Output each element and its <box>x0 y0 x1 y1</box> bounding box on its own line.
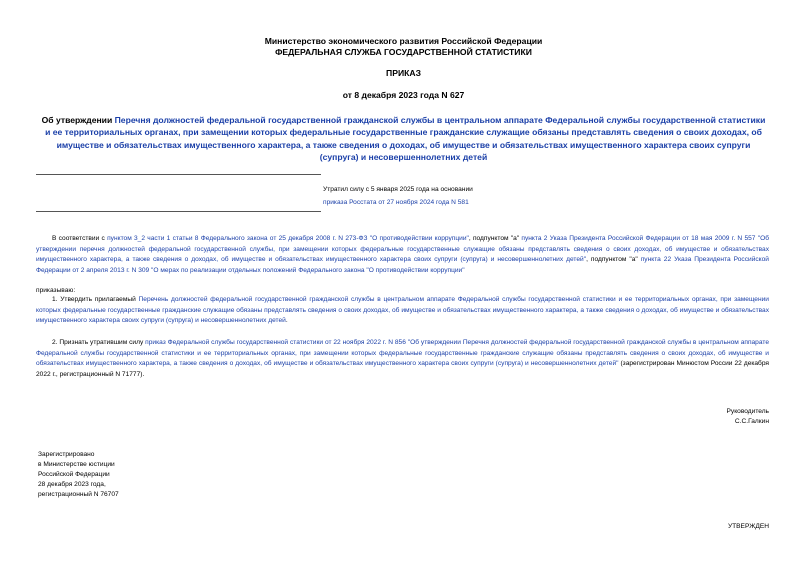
order-word: приказываю: <box>36 287 76 294</box>
item-1-text-b: . <box>285 317 288 325</box>
preamble-text-b: , подпунктом "а" <box>468 235 522 242</box>
item-2-text-b: (зарегистрирован Минюстом России 22 декабря 2022 г., регистрационный N 71777). <box>36 360 769 378</box>
signature-name: С.С.Галкин <box>734 418 769 425</box>
registration-line-1: Зарегистрировано <box>38 451 95 458</box>
item-1-text-a: 1. Утвердить прилагаемый <box>52 296 139 303</box>
order-856-link[interactable]: приказ Федеральной службы государственной статистики от 22 ноября 2022 г. N 856 "Об утверждении Перечня должностей федеральной государственной гражданской службы в центральном аппарате Федеральной службы государственной статистики и ее территориальных органах, при замещении которых федеральные государственные гражданские служащие обязаны представлять сведения о своих доходах, об имуществе и обязательствах имущественного характера, а также сведения о доходах, об имуществе и обязательствах имущественного характера своих супруги (супруга) и несовершеннолетних детей" <box>36 339 769 368</box>
item-2-text-a: 2. Признать утратившим силу <box>52 339 146 346</box>
expiry-note-text: Утратил силу с 5 января 2025 года на основании <box>323 186 473 193</box>
registration-line-3: Российской Федерации <box>38 471 110 478</box>
title-list-link[interactable]: Перечня должностей федеральной государственной гражданской службы в центральном аппарате Федеральной службы государственной статистики и ее территориальных органах, при замещении которых федеральные государственные гражданские служащие обязаны представлять сведения о своих доходах, об имуществе и обязательствах имущественного характера, а также сведения о доходах, об имуществе и обязательствах имущественного характера своих супруги (супруга) и несовершеннолетних детей <box>45 115 766 163</box>
signature-block <box>727 407 769 427</box>
registration-line-5: регистрационный N 76707 <box>38 491 119 498</box>
item-1-paragraph <box>36 295 769 327</box>
document-date: от 8 декабря 2023 года N 627 <box>342 90 465 100</box>
expiry-order-link[interactable]: приказа Росстата от 27 ноября 2024 года N 581 <box>323 198 469 206</box>
law-273-link[interactable]: пунктом 3_2 части 1 статьи 8 Федерального закона от 25 декабря 2008 г. N 273-ФЗ "О противодействии коррупции" <box>107 235 469 242</box>
registration-line-4: 28 декабря 2023 года, <box>38 481 106 488</box>
document-title <box>40 114 767 164</box>
divider-top <box>36 174 321 175</box>
divider-bottom <box>36 211 321 212</box>
expiry-note <box>323 184 623 209</box>
preamble-text-c: , подпунктом "а" <box>586 256 641 264</box>
preamble-paragraph <box>36 234 769 276</box>
service-name: ФЕДЕРАЛЬНАЯ СЛУЖБА ГОСУДАРСТВЕННОЙ СТАТИСТИКИ <box>275 47 532 57</box>
title-prefix: Об утверждении <box>41 115 115 125</box>
preamble-text-a: В соответствии с <box>52 235 108 242</box>
approved-stamp: УТВЕРЖДЕН <box>727 523 769 530</box>
approved-list-link[interactable]: Перечень должностей федеральной государственной гражданской службы в центральном аппарате Федеральной службы государственной статистики и ее территориальных органах, при замещении которых федеральные государственные гражданские служащие обязаны представлять сведения о своих доходах, об имуществе и обязательствах имущественного характера, а также сведения о доходах, об имуществе и обязательствах имущественного характера своих супруги (супруга) и несовершеннолетних детей <box>36 296 769 325</box>
signature-position: Руководитель <box>726 408 769 415</box>
decree-557-link[interactable]: пункта 2 Указа Президента Российской Федерации от 18 мая 2009 г. N 557 "Об утверждении перечня должностей федеральной государственной службы, при замещении которых федеральные государственные служащие обязаны представлять сведения о своих доходах, об имуществе и обязательствах имущественного характера, а также сведения о доходах, об имуществе и обязательствах имущественного характера своих супруги (супруга) и несовершеннолетних детей" <box>36 235 769 264</box>
ministry-name: Министерство экономического развития Российской Федерации <box>264 36 543 46</box>
document-type: ПРИКАЗ <box>386 68 421 78</box>
registration-block <box>38 450 119 500</box>
item-2-paragraph <box>36 338 769 380</box>
registration-line-2: в Министерстве юстиции <box>38 461 115 468</box>
decree-309-link[interactable]: пункта 22 Указа Президента Российской Федерации от 2 апреля 2013 г. N 309 "О мерах по реализации отдельных положений Федерального закона "О противодействии коррупции" <box>36 256 769 274</box>
